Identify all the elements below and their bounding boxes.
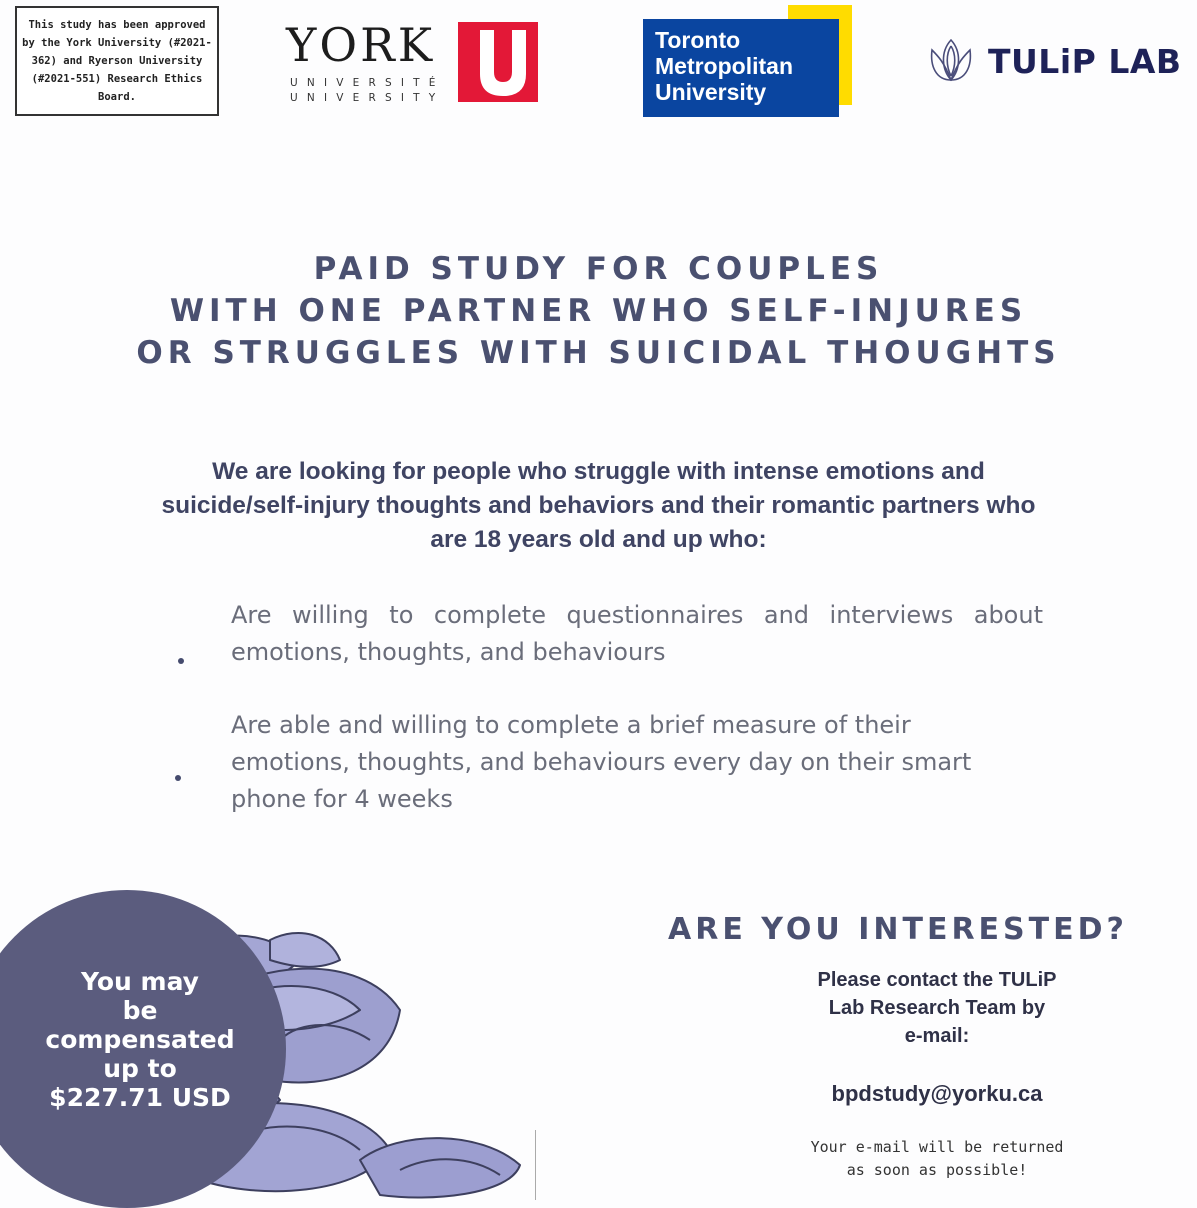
reply-line: Your e-mail will be returned xyxy=(810,1138,1064,1156)
ethics-line: Board. xyxy=(98,91,136,103)
compensation-line: up to xyxy=(103,1053,177,1083)
york-wordmark: YORK xyxy=(286,18,436,72)
tulip-flower-icon xyxy=(926,36,976,84)
ethics-line: 362) and Ryerson University xyxy=(31,55,203,67)
ethics-line: by the York University (#2021- xyxy=(22,37,212,49)
tmu-line: University xyxy=(655,79,767,105)
bullet-line: emotions, thoughts, and behaviours every day on their smart xyxy=(231,748,972,776)
tulip-lab-wordmark: TULiP LAB xyxy=(988,42,1182,81)
ethics-line: This study has been approved xyxy=(28,19,206,31)
bullet-dot xyxy=(178,658,184,664)
reply-line: as soon as possible! xyxy=(846,1161,1028,1179)
contact-line: e-mail: xyxy=(904,1025,970,1047)
ethics-approval-box xyxy=(15,6,219,116)
compensation-line: You may xyxy=(81,966,199,996)
headline-line: OR STRUGGLES WITH SUICIDAL THOUGHTS xyxy=(136,335,1061,371)
bullet-line xyxy=(231,597,1043,634)
contact-line: Please contact the TULiP xyxy=(817,969,1057,991)
headline-line: WITH ONE PARTNER WHO SELF-INJURES xyxy=(169,293,1028,329)
headline-line: PAID STUDY FOR COUPLES xyxy=(313,251,884,287)
bullet-word: complete xyxy=(433,601,546,629)
bullet-line: Are able and willing to complete a brief measure of their xyxy=(231,711,911,739)
bullet-word: questionnaires xyxy=(566,601,744,629)
tmu-line: Metropolitan xyxy=(655,53,793,79)
compensation-line: be xyxy=(122,995,158,1025)
bullet-word: about xyxy=(973,601,1043,629)
intro-line: We are looking for people who struggle with intense emotions and xyxy=(212,458,985,485)
headline xyxy=(0,248,1197,374)
bullet-word: Are xyxy=(231,601,272,629)
ethics-line: (#2021-551) Research Ethics xyxy=(31,73,203,85)
bullet-word: interviews xyxy=(829,601,954,629)
contact-instructions xyxy=(760,966,1114,1050)
tmu-line: Toronto xyxy=(655,27,741,53)
reply-note xyxy=(760,1136,1114,1182)
toronto-metropolitan-university-logo xyxy=(643,19,839,117)
compensation-text xyxy=(45,967,234,1112)
york-universite-text: UNIVERSITÉ xyxy=(290,77,445,89)
compensation-amount: $227.71 USD xyxy=(49,1082,231,1112)
york-u-icon xyxy=(458,22,538,102)
intro-line: suicide/self-injury thoughts and behaviors and their romantic partners who xyxy=(161,492,1036,519)
york-university-logo xyxy=(286,18,538,104)
york-university-text: UNIVERSITY xyxy=(290,92,445,104)
bullet-dot xyxy=(175,775,181,781)
compensation-line: compensated xyxy=(45,1024,235,1054)
bullet-line: emotions, thoughts, and behaviours xyxy=(231,638,666,666)
divider-line xyxy=(535,1130,536,1200)
bullet-word: and xyxy=(763,601,810,629)
contact-line: Lab Research Team by xyxy=(828,997,1046,1019)
bullet-word: willing xyxy=(292,601,369,629)
intro-paragraph xyxy=(0,455,1197,557)
intro-line: are 18 years old and up who: xyxy=(430,526,767,553)
cta-heading: ARE YOU INTERESTED? xyxy=(668,912,1128,947)
bullet-item xyxy=(231,707,971,818)
contact-email[interactable]: bpdstudy@yorku.ca xyxy=(831,1081,1043,1106)
bullet-line: phone for 4 weeks xyxy=(231,785,453,813)
bullet-word: to xyxy=(389,601,414,629)
bullet-item xyxy=(231,597,1043,671)
